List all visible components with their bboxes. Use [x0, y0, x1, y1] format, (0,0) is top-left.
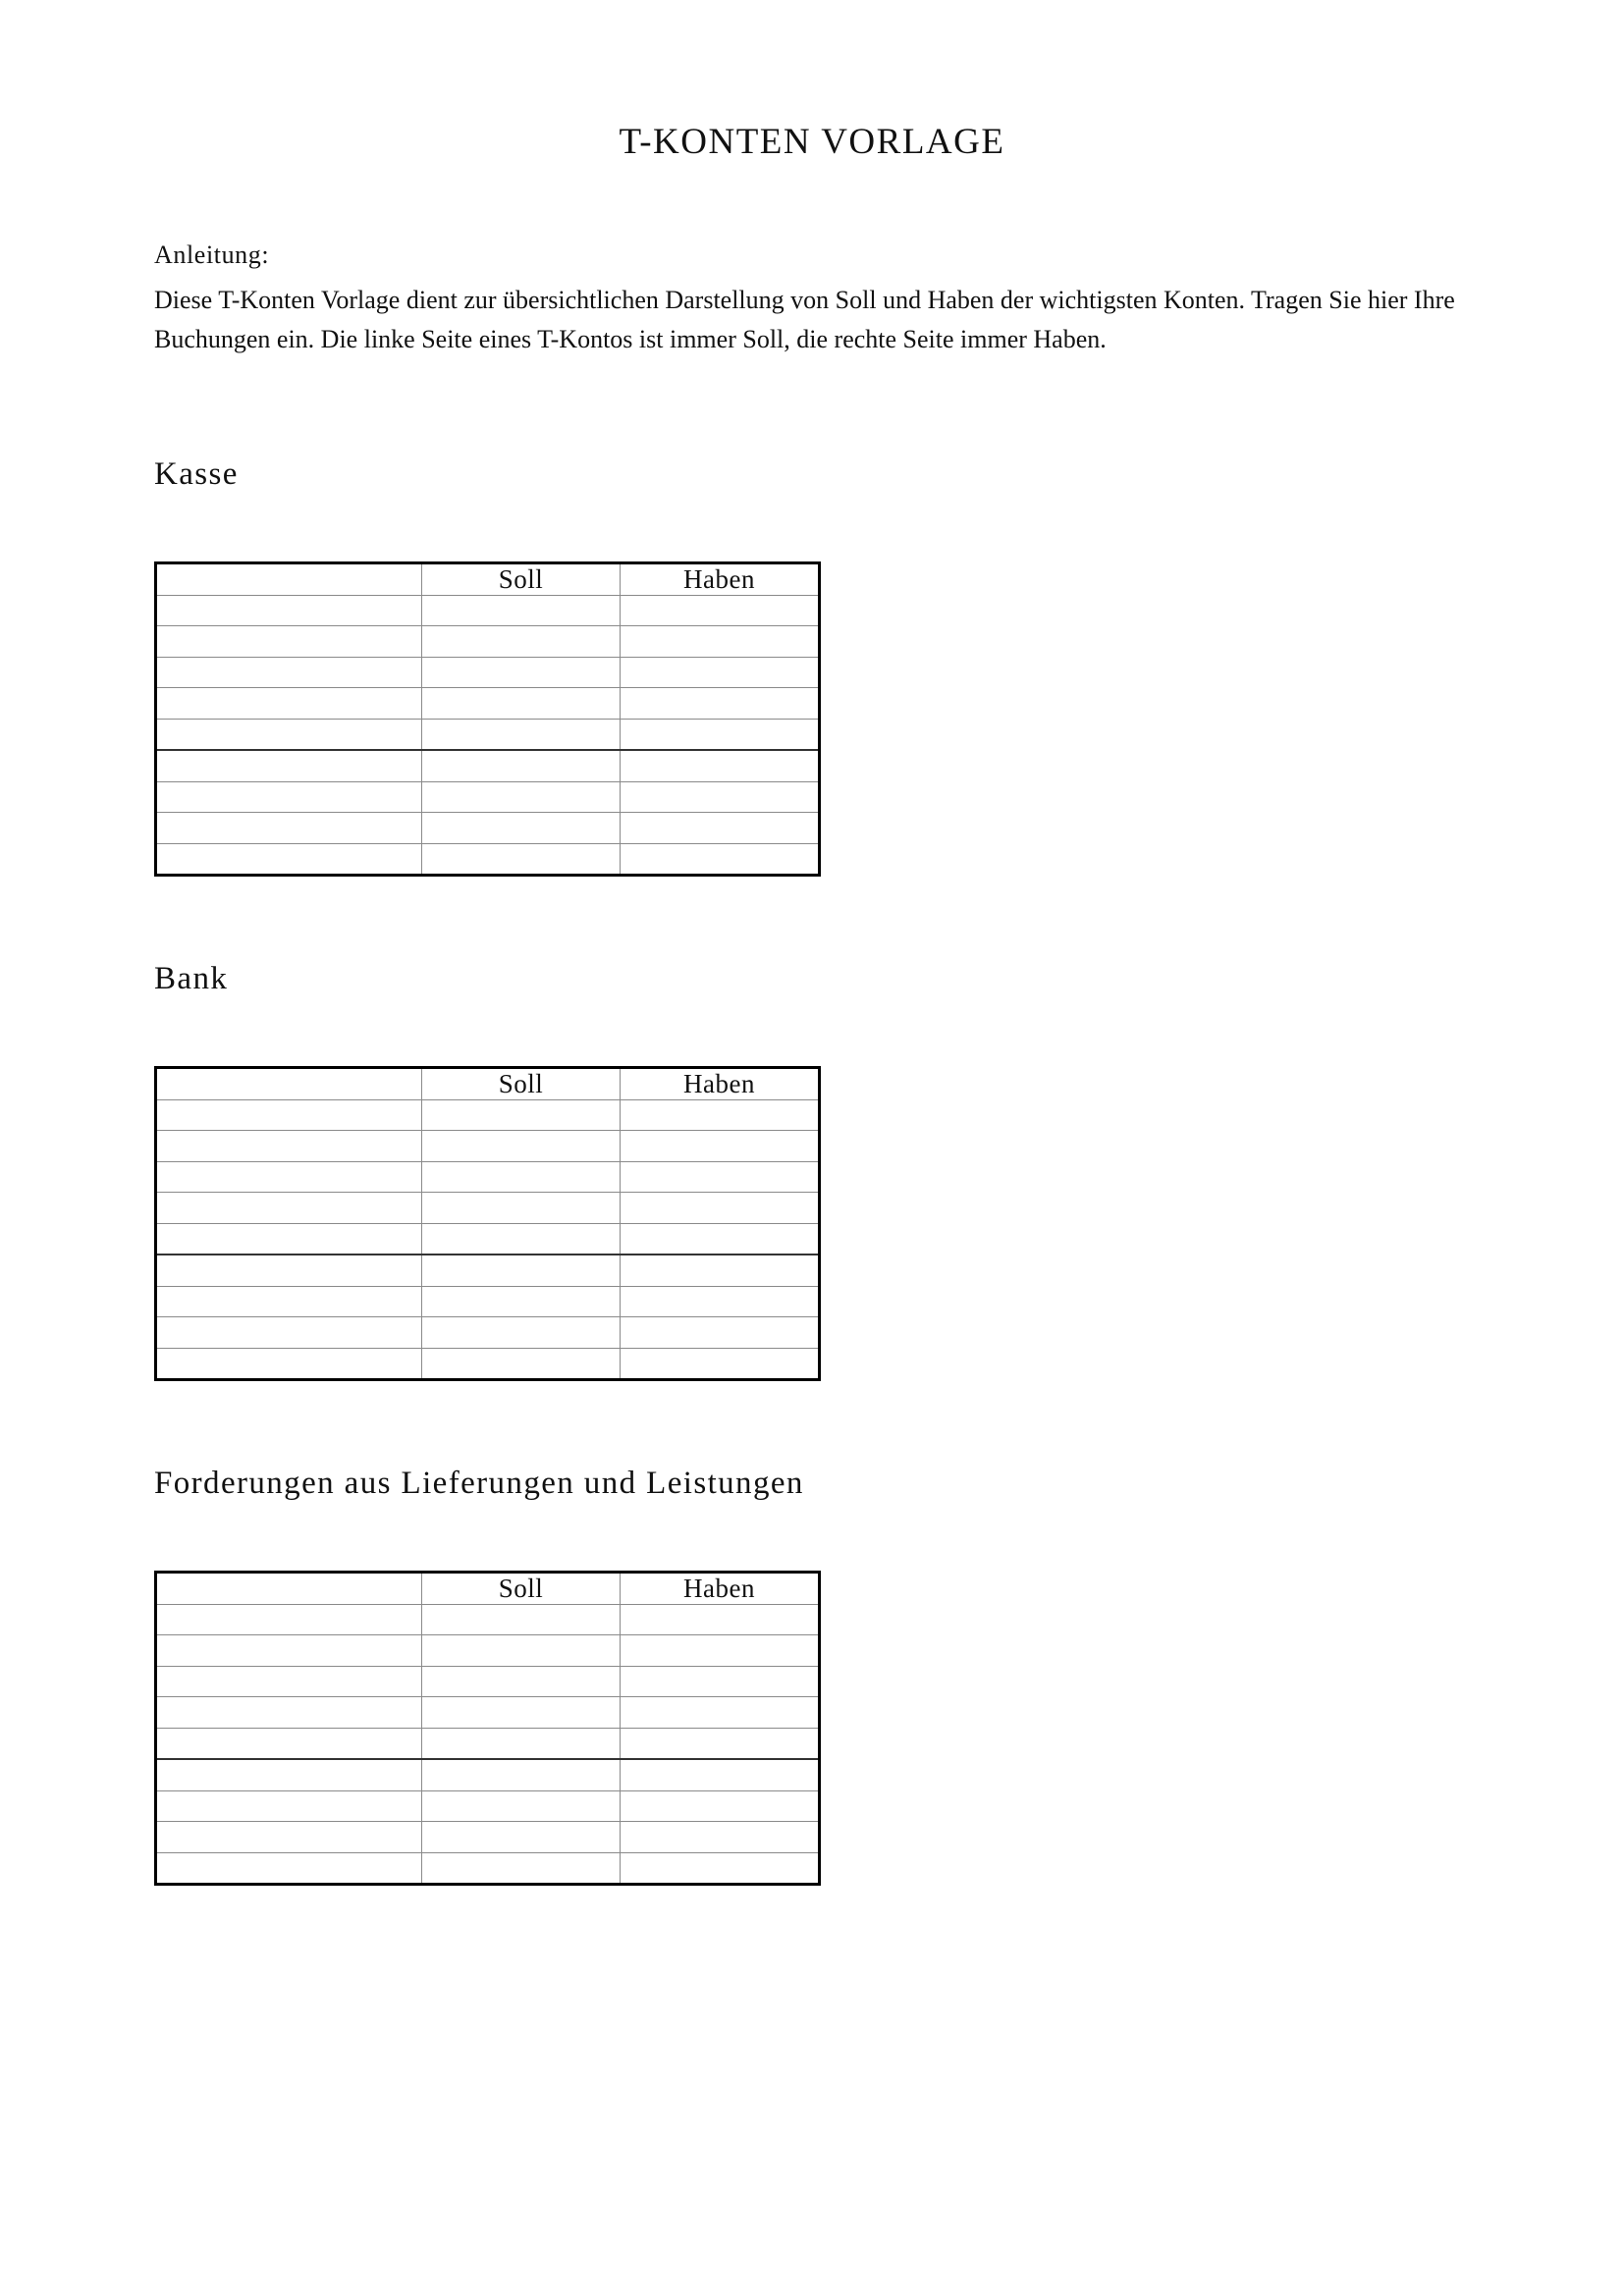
- table-row: [156, 595, 820, 626]
- table-row: [156, 1348, 820, 1380]
- cell-description[interactable]: [156, 595, 422, 626]
- column-header-soll: Soll: [422, 1573, 621, 1605]
- cell-soll[interactable]: [422, 719, 621, 750]
- column-header-haben: Haben: [621, 563, 820, 596]
- account-title: Bank: [154, 961, 229, 996]
- table-row: [156, 688, 820, 720]
- cell-soll[interactable]: [422, 688, 621, 720]
- cell-haben[interactable]: [621, 1255, 820, 1286]
- cell-description[interactable]: [156, 1255, 422, 1286]
- table-row: [156, 719, 820, 750]
- cell-soll[interactable]: [422, 626, 621, 658]
- cell-soll[interactable]: [422, 1697, 621, 1729]
- column-header-description: [156, 1573, 422, 1605]
- cell-description[interactable]: [156, 1317, 422, 1349]
- table-row: [156, 781, 820, 813]
- table-row: [156, 1666, 820, 1697]
- cell-soll[interactable]: [422, 1161, 621, 1193]
- table-row: [156, 1635, 820, 1667]
- cell-description[interactable]: [156, 750, 422, 781]
- cell-description[interactable]: [156, 1604, 422, 1635]
- account-title: Kasse: [154, 456, 239, 492]
- table-row: [156, 1317, 820, 1349]
- cell-soll[interactable]: [422, 1759, 621, 1790]
- cell-description[interactable]: [156, 1728, 422, 1759]
- table-row: [156, 657, 820, 688]
- cell-soll[interactable]: [422, 1348, 621, 1380]
- cell-soll[interactable]: [422, 657, 621, 688]
- cell-haben[interactable]: [621, 1317, 820, 1349]
- cell-soll[interactable]: [422, 1255, 621, 1286]
- cell-description[interactable]: [156, 843, 422, 876]
- cell-description[interactable]: [156, 1697, 422, 1729]
- cell-description[interactable]: [156, 1161, 422, 1193]
- column-header-description: [156, 563, 422, 596]
- cell-soll[interactable]: [422, 1223, 621, 1255]
- table-row: [156, 1193, 820, 1224]
- cell-haben[interactable]: [621, 1223, 820, 1255]
- cell-haben[interactable]: [621, 750, 820, 781]
- cell-description[interactable]: [156, 1193, 422, 1224]
- cell-soll[interactable]: [422, 843, 621, 876]
- cell-haben[interactable]: [621, 719, 820, 750]
- cell-haben[interactable]: [621, 843, 820, 876]
- cell-soll[interactable]: [422, 750, 621, 781]
- table-row: [156, 843, 820, 876]
- cell-haben[interactable]: [621, 688, 820, 720]
- cell-haben[interactable]: [621, 626, 820, 658]
- account-title: Forderungen aus Lieferungen und Leistungen: [154, 1466, 804, 1501]
- table-row: [156, 1604, 820, 1635]
- table-row: [156, 750, 820, 781]
- cell-description[interactable]: [156, 1759, 422, 1790]
- table-row: [156, 1697, 820, 1729]
- cell-haben[interactable]: [621, 1822, 820, 1853]
- cell-description[interactable]: [156, 1099, 422, 1131]
- cell-description[interactable]: [156, 626, 422, 658]
- cell-soll[interactable]: [422, 1822, 621, 1853]
- cell-description[interactable]: [156, 781, 422, 813]
- table-row: [156, 1099, 820, 1131]
- cell-soll[interactable]: [422, 1635, 621, 1667]
- column-header-description: [156, 1068, 422, 1100]
- table-row: [156, 1286, 820, 1317]
- cell-soll[interactable]: [422, 1852, 621, 1885]
- cell-haben[interactable]: [621, 1099, 820, 1131]
- cell-haben[interactable]: [621, 1193, 820, 1224]
- cell-haben[interactable]: [621, 1635, 820, 1667]
- cell-haben[interactable]: [621, 1161, 820, 1193]
- cell-description[interactable]: [156, 1635, 422, 1667]
- cell-haben[interactable]: [621, 1286, 820, 1317]
- cell-soll[interactable]: [422, 1790, 621, 1822]
- table-row: [156, 1131, 820, 1162]
- cell-soll[interactable]: [422, 1193, 621, 1224]
- cell-haben[interactable]: [621, 1131, 820, 1162]
- cell-haben[interactable]: [621, 781, 820, 813]
- t-account-table: [154, 561, 821, 877]
- cell-description[interactable]: [156, 1131, 422, 1162]
- table-row: [156, 1255, 820, 1286]
- cell-soll[interactable]: [422, 1099, 621, 1131]
- column-header-haben: Haben: [621, 1068, 820, 1100]
- page-title: T-KONTEN VORLAGE: [619, 122, 1005, 162]
- cell-haben[interactable]: [621, 1790, 820, 1822]
- cell-soll[interactable]: [422, 1131, 621, 1162]
- cell-haben[interactable]: [621, 813, 820, 844]
- cell-description[interactable]: [156, 657, 422, 688]
- cell-haben[interactable]: [621, 1728, 820, 1759]
- cell-soll[interactable]: [422, 1286, 621, 1317]
- column-header-soll: Soll: [422, 563, 621, 596]
- cell-soll[interactable]: [422, 1604, 621, 1635]
- cell-soll[interactable]: [422, 781, 621, 813]
- table-header-row: [156, 563, 820, 596]
- cell-haben[interactable]: [621, 1604, 820, 1635]
- instructions-label: Anleitung:: [154, 240, 270, 269]
- cell-soll[interactable]: [422, 1666, 621, 1697]
- cell-soll[interactable]: [422, 595, 621, 626]
- cell-soll[interactable]: [422, 1317, 621, 1349]
- table-header-row: [156, 1573, 820, 1605]
- cell-haben[interactable]: [621, 657, 820, 688]
- table-row: [156, 1790, 820, 1822]
- table-row: [156, 813, 820, 844]
- t-account-table: [154, 1571, 821, 1886]
- column-header-soll: Soll: [422, 1068, 621, 1100]
- cell-haben[interactable]: [621, 1759, 820, 1790]
- table-row: [156, 1852, 820, 1885]
- table-row: [156, 1759, 820, 1790]
- cell-description[interactable]: [156, 719, 422, 750]
- cell-soll[interactable]: [422, 813, 621, 844]
- table-row: [156, 1822, 820, 1853]
- table-row: [156, 1161, 820, 1193]
- cell-haben[interactable]: [621, 1666, 820, 1697]
- cell-haben[interactable]: [621, 1697, 820, 1729]
- table-header-row: [156, 1068, 820, 1100]
- cell-haben[interactable]: [621, 595, 820, 626]
- instructions-text: Diese T-Konten Vorlage dient zur übersichtlichen Darstellung von Soll und Haben der wichtigsten Konten. Tragen Sie hier Ihre Buchungen ein. Die linke Seite eines T-Kontos ist immer Soll, die rechte Seite immer Haben.: [154, 286, 1455, 353]
- cell-description[interactable]: [156, 1286, 422, 1317]
- table-row: [156, 626, 820, 658]
- cell-description[interactable]: [156, 813, 422, 844]
- cell-description[interactable]: [156, 1790, 422, 1822]
- table-row: [156, 1223, 820, 1255]
- cell-description[interactable]: [156, 1666, 422, 1697]
- cell-haben[interactable]: [621, 1348, 820, 1380]
- t-account-table: [154, 1066, 821, 1381]
- cell-description[interactable]: [156, 1223, 422, 1255]
- cell-description[interactable]: [156, 1852, 422, 1885]
- column-header-haben: Haben: [621, 1573, 820, 1605]
- cell-description[interactable]: [156, 1822, 422, 1853]
- cell-description[interactable]: [156, 1348, 422, 1380]
- cell-haben[interactable]: [621, 1852, 820, 1885]
- cell-description[interactable]: [156, 688, 422, 720]
- cell-soll[interactable]: [422, 1728, 621, 1759]
- table-row: [156, 1728, 820, 1759]
